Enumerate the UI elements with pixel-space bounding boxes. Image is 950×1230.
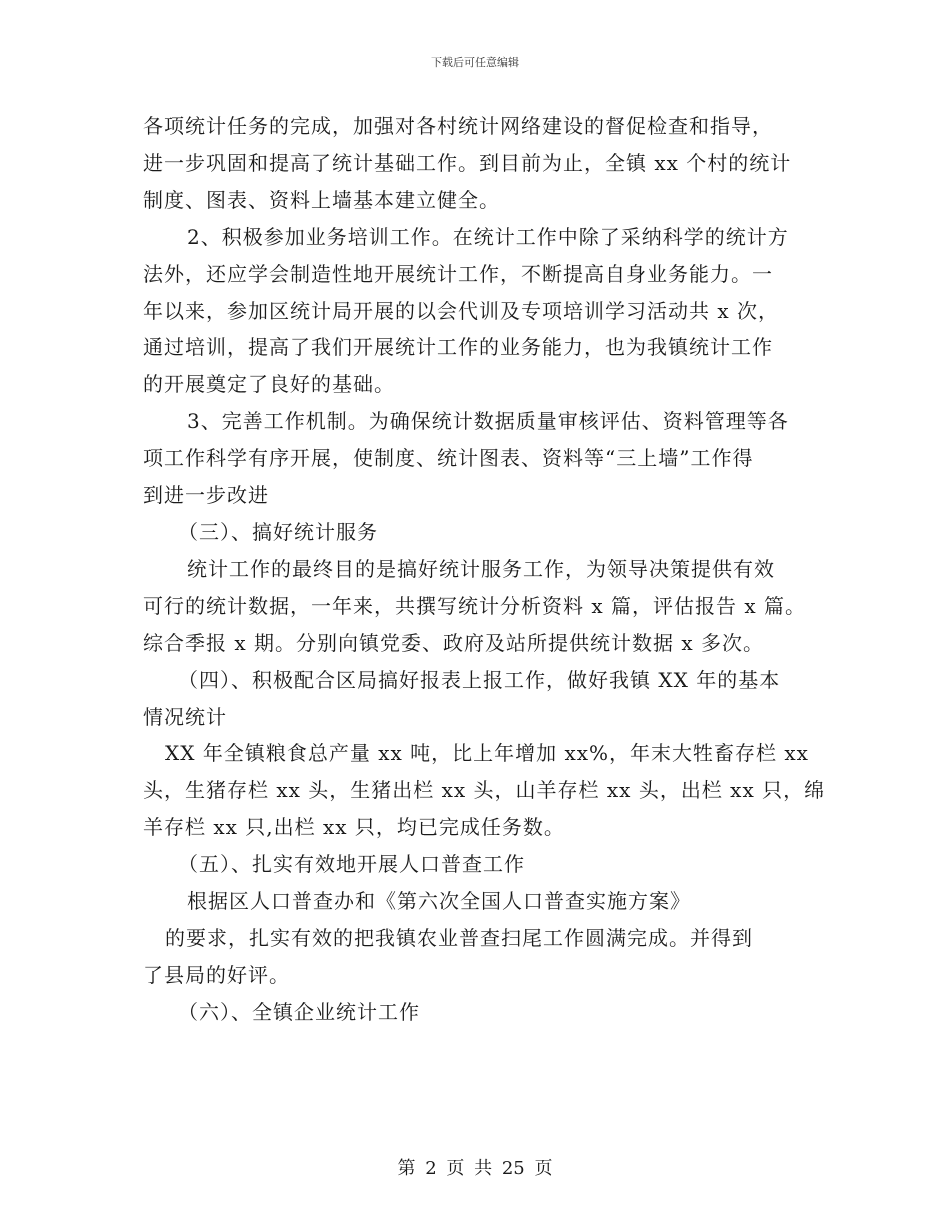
section-heading: （六）、全镇企业统计工作 [178,999,420,1024]
text-line: 项工作科学有序开展，使制度、统计图表、资料等“三上墙”工作得 [143,446,754,471]
text-line: 年以来，参加区统计局开展的以会代训及专项培训学习活动共 x 次， [143,298,779,323]
text-line: 到进一步改进 [143,483,269,508]
text-line: XX 年全镇粮食总产量 xx 吨，比上年增加 xx%，年末大牲畜存栏 xx [165,741,809,766]
text-line: 进一步巩固和提高了统计基础工作。到目前为止，全镇 xx 个村的统计 [143,150,792,175]
text-line: 的开展奠定了良好的基础。 [143,372,395,397]
text-line: 可行的统计数据，一年来，共撰写统计分析资料 x 篇，评估报告 x 篇。 [143,593,806,618]
page-header: 下载后可任意编辑 [431,56,519,69]
text-line: 情况统计 [143,704,227,729]
text-line: 羊存栏 xx 只,出栏 xx 只，均已完成任务数。 [143,815,565,840]
text-line: 根据区人口普查办和《第六次全国人口普查实施方案》 [187,889,691,914]
text-line: 制度、图表、资料上墙基本建立健全。 [143,187,500,212]
text-line: 法外，还应学会制造性地开展统计工作，不断提高自身业务能力。一 [143,261,773,286]
text-line: 综合季报 x 期。分别向镇党委、政府及站所提供统计数据 x 多次。 [143,630,764,655]
text-line: 了县局的好评。 [143,962,290,987]
page-number-footer: 第 2 页 共 25 页 [397,1158,553,1179]
section-heading: （五）、扎实有效地开展人口普查工作 [178,852,525,877]
text-line: 统计工作的最终目的是搞好统计服务工作，为领导决策提供有效 [187,556,775,581]
text-line: 的要求，扎实有效的把我镇农业普查扫尾工作圆满完成。并得到 [165,925,753,950]
section-heading: （三）、搞好统计服务 [178,519,378,544]
text-line: 通过培训，提高了我们开展统计工作的业务能力，也为我镇统计工作 [143,335,773,360]
document-body [143,108,826,1031]
text-line: 2、积极参加业务培训工作。在统计工作中除了采纳科学的统计方 [187,224,789,249]
text-line: 各项统计任务的完成，加强对各村统计网络建设的督促检查和指导， [143,114,773,138]
text-line: 头，生猪存栏 xx 头，生猪出栏 xx 头，山羊存栏 xx 头，出栏 xx 只，绵 [143,778,826,803]
section-heading: （四）、积极配合区局搞好报表上报工作，做好我镇 XX 年的基本 [178,667,781,692]
text-line: 3、完善工作机制。为确保统计数据质量审核评估、资料管理等各 [187,409,789,434]
